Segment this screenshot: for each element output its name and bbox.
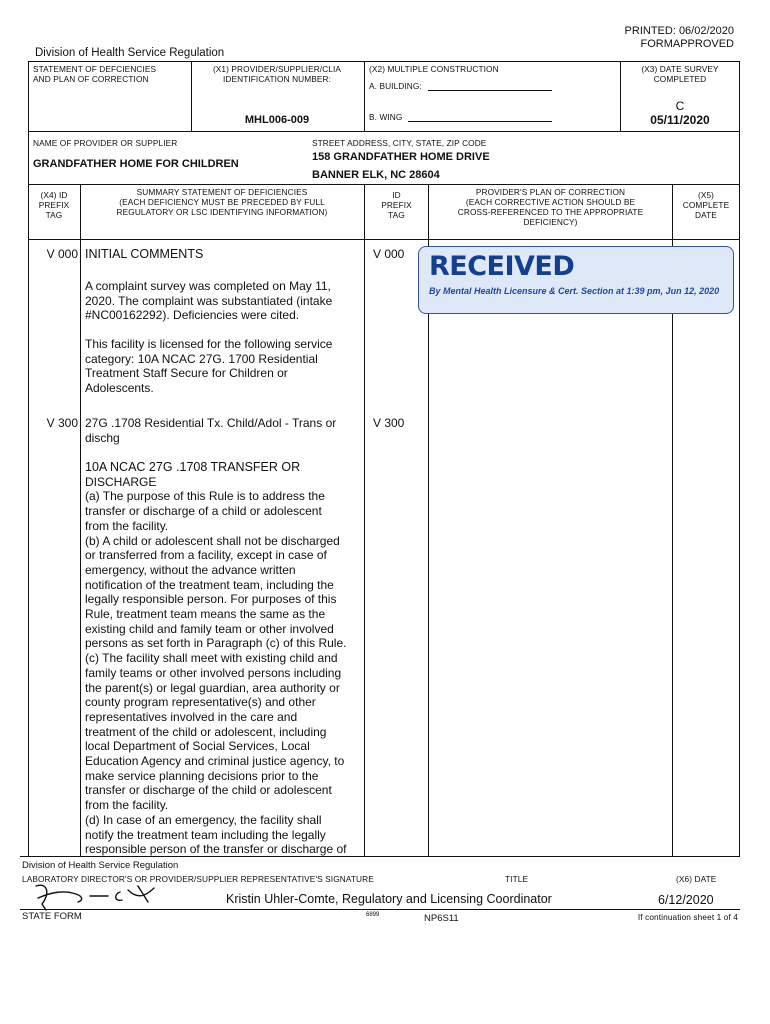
printed-date: PRINTED: 06/02/2020 [624,25,734,37]
handwritten-signature [28,880,178,912]
rule-line: make service planning decisions prior to the [85,768,319,783]
rule-line: from the facility. [85,518,169,533]
x4-prefix-header: (X4) ID PREFIX TAG [38,190,70,220]
complaint-paragraph: A complaint survey was completed on May 11, 2020. The complaint was substantiated (intake #NC00162292). Deficiencies were cited. [85,279,333,323]
rule-line: persons as set forth in Paragraph (c) of this Rule. [85,636,347,651]
rule-line: (d) In case of an emergency, the facility shall [85,812,322,827]
received-stamp [418,246,734,314]
rule-line: legally responsible person. For purposes of this [85,592,337,607]
x5-header: (X5) COMPLETE DATE [682,190,730,220]
stamp-subtitle: By Mental Health Licensure & Cert. Section at 1:39 pm, Jun 12, 2020 [429,286,720,296]
division-title: Division of Health Service Regulation [35,47,225,59]
id-prefix-header: ID PREFIX TAG [381,190,412,220]
license-paragraph: This facility is licensed for the following service category: 10A NCAC 27G. 1700 Residential Treatment Staff Secure for Children or Adolescents. [85,337,333,396]
summary-header: SUMMARY STATEMENT OF DEFICIENCIES (EACH DEFICIENCY MUST BE PRECEDED BY FULL REGULATORY OR LSC IDENTIFYING INFORMATION) [116,187,328,217]
rule-line: (c) The facility shall meet with existing child and [85,651,338,666]
signature-date: 6/12/2020 [658,893,714,907]
form-code: 6899 [366,912,380,918]
x1-label: (X1) PROVIDER/SUPPLIER/CLIA IDENTIFICATION NUMBER: [212,64,342,84]
address-label: STREET ADDRESS, CITY, STATE, ZIP CODE [312,138,487,148]
rule-line: local Department of Social Services, Local [85,739,310,754]
state-form-label: STATE FORM [22,911,82,922]
rule-line: transfer or discharge of the child or adolescent [85,783,332,798]
tag-v300-left: V 300 [46,416,78,430]
rule-line: family teams or other involved persons including [85,665,342,680]
rule-line: existing child and family team or other involved [85,621,334,636]
address-line-2: BANNER ELK, NC 28604 [312,169,440,181]
rule-line: responsible person of the transfer or discharge of [85,842,347,857]
rule-line: representatives involved in the care and [85,709,298,724]
x3-label: (X3) DATE SURVEY COMPLETED [641,64,719,84]
rule-line: notify the treatment team including the legally [85,827,326,842]
tag-v000-right: V 000 [373,247,405,261]
rule-line: (b) A child or adolescent shall not be discharged [85,533,340,548]
rule-paragraph [85,460,363,857]
signature-label: LABORATORY DIRECTOR'S OR PROVIDER/SUPPLIER REPRESENTATIVE'S SIGNATURE [22,874,374,884]
rule-line: the parent(s) or legal guardian, area authority or [85,680,340,695]
rule-line: 10A NCAC 27G .1708 TRANSFER OR [85,460,301,474]
tag-v000-left: V 000 [46,247,78,261]
provider-name: GRANDFATHER HOME FOR CHILDREN [33,158,239,170]
rule-line: or transferred from a facility, except in case of [85,548,327,563]
survey-code: C [675,99,685,113]
provider-id: MHL006-009 [244,114,310,126]
x6-label: (X6) DATE [676,874,717,884]
x2-label: (X2) MULTIPLE CONSTRUCTION [369,64,499,74]
v300-title: 27G .1708 Residential Tx. Child/Adol - Trans or dischg [85,416,337,445]
rule-line: emergency, without the advance written [85,562,296,577]
rule-line: from the facility. [85,798,169,813]
continuation-sheet: If continuation sheet 1 of 4 [637,912,738,922]
statement-label: STATEMENT OF DEFCIENCIES AND PLAN OF CORRECTION [33,64,157,84]
rule-line: Rule, treatment team means the same as the [85,607,326,622]
rule-line: (a) The purpose of this Rule is to address the [85,489,325,504]
rule-line: transfer or discharge of a child or adolescent [85,504,322,519]
title-label: TITLE [505,874,529,884]
building-label: A. BUILDING: [369,81,422,91]
rule-line: DISCHARGE [85,474,157,489]
address-line-1: 158 GRANDFATHER HOME DRIVE [312,151,490,163]
initial-comments-heading: INITIAL COMMENTS [85,247,204,261]
wing-label: B. WING [369,112,403,122]
footer-division: Division of Health Service Regulation [22,860,179,871]
signer-name-title: Kristin Uhler-Comte, Regulatory and Licensing Coordinator [226,892,552,906]
rule-line: Education Agency and criminal justice agency, to [85,754,345,769]
form-approved: FORMAPPROVED [640,38,734,50]
tag-v300-right: V 300 [373,416,405,430]
rule-line: county program representative(s) and other [85,695,316,710]
plan-header: PROVIDER'S PLAN OF CORRECTION (EACH CORRECTIVE ACTION SHOULD BE CROSS-REFERENCED TO THE APPROPRIATE DEFICIENCY) [457,187,644,227]
survey-date: 05/11/2020 [650,113,710,127]
rule-line: treatment of the child or adolescent, including [85,724,327,739]
provider-label: NAME OF PROVIDER OR SUPPLIER [33,138,178,148]
rule-line: notification of the treatment team, including the [85,577,334,592]
np-code: NP6S11 [424,913,459,924]
stamp-title: RECEIVED [429,251,575,282]
